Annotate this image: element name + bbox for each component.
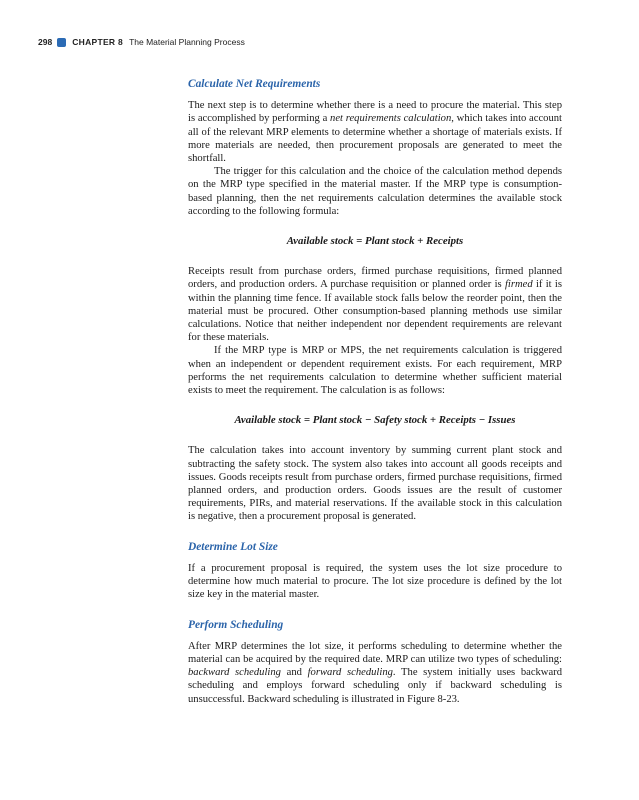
paragraph: The calculation takes into account inventory by summing current plant stock and subtracting the safety stock. The system also takes into account all goods receipts and issues. Goods receipts result from purchase orders, firmed purchase requisitions, firmed planned orders, and production orders. Goods issues are the result of customer requirements, PIRs, and material reservations. If the available stock in this calculation is negative, then a procurement proposal is generated. [188, 445, 562, 523]
paragraph: If a procurement proposal is required, the system uses the lot size procedure to determine how much material to procure. The lot size procedure is defined by the lot size key in the material master. [188, 562, 562, 601]
section-heading-net-requirements: Calculate Net Requirements [188, 78, 321, 90]
formula-available-stock: Available stock = Plant stock + Receipts [286, 235, 464, 248]
text-run: , which takes into account all of the relevant MRP elements to determine whether a shortage of materials exists. If more materials are needed, then procurement proposals are generated to meet the shortfall. [188, 113, 562, 165]
page-body [188, 78, 562, 706]
chapter-title: The Material Planning Process [129, 37, 245, 47]
emphasis-term: forward scheduling [307, 667, 393, 679]
formula-available-stock-mrp: Available stock = Plant stock − Safety stock + Receipts − Issues [234, 414, 516, 427]
text-run: The next step is to determine whether there is a need to procure the material. This step is accomplished by performing a [188, 100, 562, 125]
text-run: Receipts result from purchase orders, firmed purchase requisitions, firmed planned orders, and production orders. A purchase requisition or planned order is [188, 266, 562, 291]
page-number: 298 [38, 37, 53, 47]
paragraph [188, 99, 562, 165]
text-run: After MRP determines the lot size, it performs scheduling to determine whether the material can be acquired by the required date. MRP can utilize two types of scheduling: [188, 640, 562, 665]
paragraph: The trigger for this calculation and the choice of the calculation method depends on the MRP type specified in the material master. If the MRP type is consumption-based planning, then the net requirements calculation determines the available stock according to the following formula: [188, 166, 562, 217]
section-heading-lot-size: Determine Lot Size [188, 540, 278, 553]
text-run: and [280, 667, 308, 679]
section-spacer [188, 524, 562, 541]
text-run: . The system initially uses backward scheduling and employs forward scheduling only if backward scheduling is unsuccessful. Backward scheduling is illustrated in Figure 8-23. [188, 667, 562, 705]
page-header [38, 35, 245, 49]
chapter-marker-icon [57, 38, 66, 47]
text-run: if it is within the planning time fence. If available stock falls below the reorder point, then the material must be procured. Other consumption-based planning methods use similar calculations. Notice that neither independent nor dependent requirements are relevant for these materials. [188, 279, 562, 344]
section-spacer [188, 602, 562, 619]
paragraph [188, 265, 562, 344]
section-heading-scheduling: Perform Scheduling [188, 618, 284, 631]
emphasis-term: firmed [504, 279, 533, 291]
paragraph: If the MRP type is MRP or MPS, the net requirements calculation is triggered when an independent or dependent requirement exists. For each requirement, MRP performs the net requirements calculation to determine whether sufficient material exists to meet the requirement. The calculation is as follows: [188, 345, 562, 397]
emphasis-term: backward scheduling [188, 667, 281, 679]
emphasis-term: net requirements calculation [330, 113, 452, 125]
chapter-label: CHAPTER 8 [72, 37, 124, 47]
paragraph [188, 640, 562, 706]
